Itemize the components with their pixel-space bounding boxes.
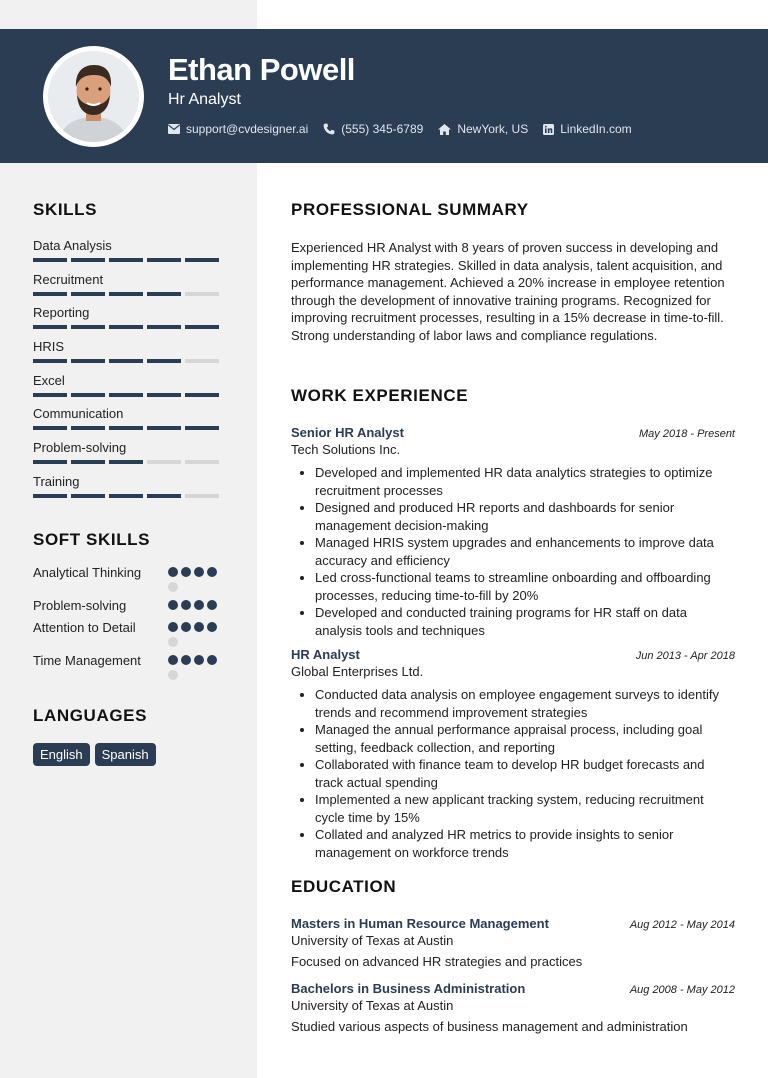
- job-bullet: • Managed the annual performance appraisal process, including goal setting, feedback collection, and reporting: [315, 721, 735, 756]
- avatar: [43, 46, 144, 147]
- soft-skill-name: Analytical Thinking: [33, 564, 142, 580]
- soft-skill-item: [33, 597, 228, 615]
- job-company: Tech Solutions Inc.: [291, 442, 401, 457]
- skill-level-segment: [185, 292, 219, 296]
- skill-level-segment: [147, 325, 181, 329]
- soft-skill-dot: [168, 670, 178, 680]
- candidate-name: Ethan Powell: [168, 52, 355, 87]
- skill-level-bars: [33, 494, 228, 498]
- job-bullet: • Conducted data analysis on employee engagement surveys to identify trends and recommend improvement strategies: [315, 686, 735, 721]
- soft-skill-dots: [168, 564, 228, 592]
- skill-level-segment: [33, 426, 67, 430]
- skill-level-segment: [147, 494, 181, 498]
- job-bullet: • Developed and implemented HR data analytics strategies to optimize recruitment processes: [315, 464, 735, 499]
- education-list: [291, 916, 735, 1034]
- soft-skill-dot: [181, 600, 191, 610]
- experience-list: [291, 425, 735, 861]
- job-bullet: • Developed and conducted training programs for HR staff on data analysis tools and techniques: [315, 604, 735, 639]
- skill-level-segment: [71, 325, 105, 329]
- contact-location-text: NewYork, US: [457, 122, 529, 136]
- contact-list: [168, 122, 632, 136]
- skill-level-segment: [109, 494, 143, 498]
- skill-level-segment: [109, 359, 143, 363]
- soft-skill-dot: [168, 567, 178, 577]
- profile-photo: [48, 51, 139, 142]
- education-entry: [291, 981, 735, 1034]
- soft-skill-item: [33, 619, 228, 647]
- soft-skill-name: Attention to Detail: [33, 620, 136, 635]
- skill-name: Reporting: [33, 305, 90, 321]
- job-bullet: • Managed HRIS system upgrades and enhancements to improve data accuracy and efficiency: [315, 534, 735, 569]
- skill-item: [33, 272, 228, 304]
- job-entry: [291, 425, 735, 639]
- skill-level-segment: [33, 359, 67, 363]
- contact-linkedin-text: LinkedIn.com: [560, 122, 632, 136]
- soft-skill-dot: [194, 622, 204, 632]
- skill-level-segment: [147, 258, 181, 262]
- skill-level-bars: [33, 325, 228, 329]
- job-header: [291, 647, 735, 662]
- soft-skill-dot: [194, 600, 204, 610]
- candidate-title: Hr Analyst: [168, 91, 241, 108]
- skill-level-segment: [185, 325, 219, 329]
- skill-level-bars: [33, 359, 228, 363]
- skill-name: Training: [33, 473, 80, 489]
- soft-skill-name: Time Management: [33, 653, 141, 668]
- education-header: [291, 916, 735, 931]
- skill-level-segment: [109, 292, 143, 296]
- summary-text: Experienced HR Analyst with 8 years of proven success in developing and implementing HR strategies. Skilled in data analysis, talent acquisition, and performance management. Achieved a 20% increase in employee retention through the development of innovative training programs. Recognized for improving recruitment processes, resulting in a 15% decrease in time-to-fill. Strong understanding of labor laws and compliance regulations.: [291, 240, 725, 343]
- skill-level-bars: [33, 393, 228, 397]
- job-role: HR Analyst: [291, 647, 360, 662]
- job-bullet: • Implemented a new applicant tracking system, reducing recruitment cycle time by 15%: [315, 791, 735, 826]
- skill-item: [33, 305, 228, 337]
- skill-level-segment: [147, 292, 181, 296]
- skill-level-bars: [33, 292, 228, 296]
- skill-level-segment: [33, 258, 67, 262]
- job-bullet: • Collated and analyzed HR metrics to provide insights to senior management on workforce trends: [315, 826, 735, 861]
- job-dates: Jun 2013 - Apr 2018: [635, 650, 735, 662]
- skill-level-segment: [33, 393, 67, 397]
- job-entry: [291, 647, 735, 861]
- education-school: University of Texas at Austin: [291, 933, 454, 948]
- job-bullets: [291, 464, 735, 639]
- skill-level-segment: [33, 460, 67, 464]
- soft-skill-item: [33, 564, 228, 592]
- job-dates: May 2018 - Present: [639, 428, 735, 440]
- skill-level-segment: [71, 292, 105, 296]
- soft-skill-dot: [207, 600, 217, 610]
- skill-level-segment: [185, 494, 219, 498]
- skill-item: [33, 406, 228, 438]
- skill-item: [33, 339, 228, 371]
- linkedin-icon: [543, 124, 554, 135]
- skill-item: [33, 373, 228, 405]
- skill-name: Data Analysis: [33, 238, 112, 253]
- skill-level-segment: [109, 325, 143, 329]
- education-degree: Masters in Human Resource Management: [291, 916, 549, 931]
- skill-level-segment: [185, 393, 219, 397]
- skill-level-bars: [33, 258, 228, 262]
- soft-skill-dot: [168, 600, 178, 610]
- sidebar: [33, 200, 228, 766]
- skill-name: Communication: [33, 406, 124, 422]
- soft-skill-dots: [168, 597, 228, 615]
- soft-skill-item: [33, 652, 228, 680]
- skill-name: Recruitment: [33, 271, 104, 287]
- education-header: [291, 981, 735, 996]
- soft-skill-dot: [207, 567, 217, 577]
- skill-name: Problem-solving: [33, 440, 127, 456]
- soft-skill-name: Problem-solving: [33, 597, 127, 613]
- education-description: Studied various aspects of business management and administration: [291, 1019, 688, 1034]
- soft-skill-dot: [168, 582, 178, 592]
- soft-skill-dot: [168, 622, 178, 632]
- education-school: University of Texas at Austin: [291, 998, 454, 1013]
- soft-skill-dots: [168, 652, 228, 680]
- contact-phone-text: (555) 345-6789: [341, 122, 424, 136]
- skill-level-segment: [71, 258, 105, 262]
- skill-item: [33, 440, 228, 472]
- job-role: Senior HR Analyst: [291, 425, 404, 440]
- skill-level-segment: [33, 292, 67, 296]
- soft-skill-dot: [207, 655, 217, 665]
- soft-skill-dot: [194, 655, 204, 665]
- soft-skill-dot: [181, 567, 191, 577]
- education-entry: [291, 916, 735, 969]
- skill-item: [33, 474, 228, 506]
- soft-skills-heading: SOFT SKILLS: [33, 529, 151, 549]
- skill-level-segment: [71, 426, 105, 430]
- skill-level-segment: [109, 258, 143, 262]
- soft-skill-dots: [168, 619, 228, 647]
- education-description: Focused on advanced HR strategies and practices: [291, 954, 583, 969]
- skill-name: Excel: [33, 372, 65, 388]
- contact-linkedin[interactable]: [543, 122, 631, 136]
- experience-heading: WORK EXPERIENCE: [291, 386, 469, 405]
- job-bullet: • Designed and produced HR reports and dashboards for senior management decision-making: [315, 499, 735, 534]
- skill-level-segment: [109, 393, 143, 397]
- skill-level-segment: [185, 359, 219, 363]
- skills-list: [33, 238, 228, 506]
- skill-level-segment: [185, 258, 219, 262]
- skill-level-segment: [185, 426, 219, 430]
- soft-skill-dot: [181, 655, 191, 665]
- skill-level-segment: [147, 393, 181, 397]
- skill-level-segment: [33, 325, 67, 329]
- soft-skill-dot: [207, 622, 217, 632]
- skill-level-segment: [109, 426, 143, 430]
- main-content: [291, 200, 735, 1046]
- skill-level-bars: [33, 460, 228, 464]
- phone-icon: [323, 123, 335, 135]
- education-dates: Aug 2008 - May 2012: [629, 984, 735, 996]
- soft-skills-list: [33, 564, 228, 681]
- skill-level-segment: [185, 460, 219, 464]
- language-tag: Spanish: [95, 743, 156, 766]
- language-tag: English: [33, 743, 90, 766]
- contact-email[interactable]: [168, 122, 308, 136]
- skill-level-segment: [147, 460, 181, 464]
- languages-list: [33, 743, 228, 766]
- soft-skill-dot: [168, 655, 178, 665]
- skill-item: [33, 238, 228, 270]
- soft-skill-dot: [181, 622, 191, 632]
- home-icon: [438, 124, 451, 135]
- job-bullet: • Led cross-functional teams to streamline onboarding and offboarding processes, reducing time-to-fill by 20%: [315, 569, 735, 604]
- skill-level-segment: [147, 426, 181, 430]
- education-degree: Bachelors in Business Administration: [291, 981, 526, 996]
- skill-level-segment: [71, 460, 105, 464]
- contact-email-text: support@cvdesigner.ai: [186, 122, 309, 136]
- contact-location: [438, 122, 528, 136]
- soft-skill-dot: [168, 637, 178, 647]
- skills-heading: SKILLS: [33, 200, 98, 219]
- job-header: [291, 425, 735, 440]
- languages-heading: LANGUAGES: [33, 706, 148, 725]
- summary-heading: PROFESSIONAL SUMMARY: [291, 200, 529, 219]
- soft-skill-dot: [194, 567, 204, 577]
- job-company: Global Enterprises Ltd.: [291, 664, 424, 679]
- education-heading: EDUCATION: [291, 877, 397, 896]
- skill-level-segment: [71, 393, 105, 397]
- job-bullets: [291, 686, 735, 861]
- contact-phone[interactable]: [323, 122, 423, 136]
- email-icon: [168, 124, 180, 134]
- job-bullet: • Collaborated with finance team to develop HR budget forecasts and track actual spending: [315, 756, 735, 791]
- skill-level-segment: [147, 359, 181, 363]
- skill-level-segment: [109, 460, 143, 464]
- skill-level-segment: [33, 494, 67, 498]
- skill-level-bars: [33, 426, 228, 430]
- skill-name: HRIS: [33, 339, 65, 355]
- education-dates: Aug 2012 - May 2014: [629, 919, 735, 931]
- skill-level-segment: [71, 494, 105, 498]
- skill-level-segment: [71, 359, 105, 363]
